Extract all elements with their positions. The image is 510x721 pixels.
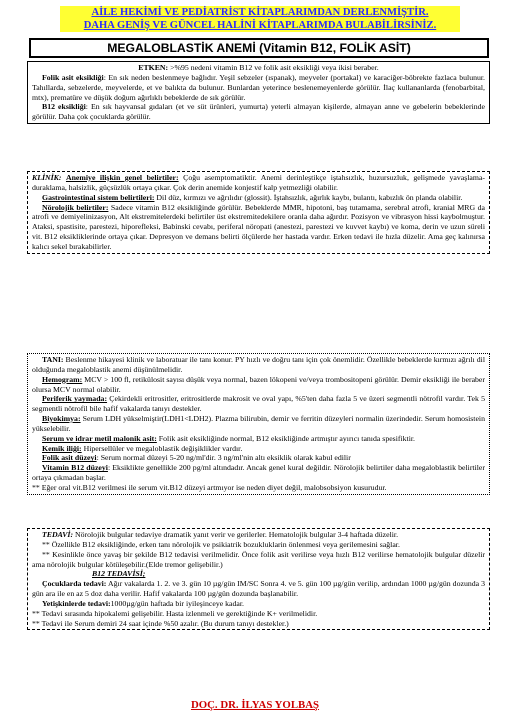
hemogram-label: Hemogram: xyxy=(42,374,83,384)
klinik-label: KLİNİK: xyxy=(32,173,62,182)
tani-text: Beslenme hikayesi klinik ve laboratuar ile tanı konur. PY hızlı ve doğru tanı için çok önemlidir. Özellikle bebeklerde kırmızı ağrılı dil olduğunda megaloblastik anemi düşünülmelidir. xyxy=(32,355,485,374)
folik-duzeyi-label: Folik asit düzeyi xyxy=(42,453,97,463)
banner-line-1: AİLE HEKİMİ VE PEDİATRİST KİTAPLARIMDAN DERLENMİŞTİR. xyxy=(91,7,429,18)
hemogram-text: MCV > 100 fl, retikülosit sayısı düşük veya normal, bazen lökopeni ve/veya trombositopeni görülür. Demir eksikliği ile beraber olursa MCV normal olabilir. xyxy=(32,374,485,394)
periferik-text: Çekirdekli eritrositler, eritrositlerde makrosit ve oval yapı, %5'ten daha fazla 5 ve üzeri segmentli nötrofil vardır. Tek 5 segmentli nötrofil bile hafif vakalarda tanıyı destekler. xyxy=(32,394,485,414)
etken-section xyxy=(27,61,490,124)
tani-section xyxy=(27,353,490,495)
tedavi-note-3: ** Tedavi sırasında hipokalemi gelişebilir. Hasta izlenmeli ve gerektiğinde K+ verilmelidir. xyxy=(32,608,318,618)
cocuk-tedavi-label: Çocuklarda tedavi: xyxy=(42,579,107,589)
page-title: MEGALOBLASTİK ANEMİ (Vitamin B12, FOLİK ASİT) xyxy=(29,38,489,58)
tedavi-note-2: ** Kesinlikle önce yavaş bir şekilde B12 tedavisi verilmelidir. Önce folik asit verilirse veya hızlı B12 verilirse hematolojik bulgular düzelir ama nörolojik bulgular kötüleşebilir.(Elde tremor gelişebilir.) xyxy=(32,549,485,569)
folik-eksikligi-label: Folik asit eksikliği xyxy=(42,72,104,82)
vitb12-duzeyi-label: Vitamin B12 düzeyi xyxy=(42,463,108,473)
gis-label: Gastrointestinal sistem belirtileri: xyxy=(42,192,155,202)
genel-belirtiler-label: Anemiye ilişkin genel belirtiler: xyxy=(65,173,179,182)
serum-idrar-text: Folik asit eksikliğinde normal, B12 eksikliğinde artmıştır ayırıcı tanıda spesifiktir. xyxy=(156,433,415,443)
biyokimya-text: Serum LDH yükselmiştir(LDH1<LDH2). Plazma bilirubin, demir ve ferritin düzeyleri normalin üzerindedir. Serum homosistein yükselebilir. xyxy=(32,414,485,433)
norolojik-text: Sadece vitamin B12 eksikliğinde görülür. Bebeklerde MMR, hipotoni, baş tutamama, serebral atrofi, kranial MRG da atrofi ve demiyelinizasyon, Alt ekstremitelerdeki belirtiler üst ekstremitedekilere oranla daha ağırdır. Pozisyon ve vibrasyon hissi kaybolmuştur. Ataksi, spastisite, parestezi, hiporefleksi, Babinski cevabı, periferal nöropati (anestezi, parestezi ve kuvvet kaybı) ve koma, derin ve uzun süreli vit. B12 eksikliklerinde ortaya çıkar. Depresyon ve demans belirti ölçülerde her hastada vardır. Erken tedavi ile hızla düzelir. Ama geç kalınırsa kalıcı sekel bırakabilirler. xyxy=(32,202,485,251)
banner-line-2: DAHA GENİŞ VE GÜNCEL HALİNİ KİTAPLARIMDA BULABİLİRSİNİZ. xyxy=(83,20,437,31)
etken-text: >%95 nedeni vitamin B12 ve folik asit eksikliği veya ikisi beraber. xyxy=(168,63,379,72)
tedavi-note-4: ** Tedavi ile Serum demiri 24 saat içinde %50 azalır. (Bu durum tanıyı destekler.) xyxy=(32,618,289,628)
b12-eksikligi-text: : En sık hayvansal gıdaları (et ve süt ürünleri, yumurta) yeterli almayan kişilerde, almayan anne ve gebelerin bebeklerinde görülür. Daha çok çocuklarda görülür. xyxy=(32,102,485,122)
yetiskin-tedavi-text: 1000µg/gün haftada bir iyileşinceye kadar. xyxy=(110,598,244,608)
folik-eksikligi-text: : En sık neden beslenmeye bağlıdır. Yeşil sebzeler (ıspanak), meyveler (portakal) ve karaciğer-böbrekte fazlaca bulunur. Tahıllarda, sebzelerde, meyvelerde, et ve balıkta da bulunur. Bunlardan yeterince beslenemeyenlerde görülür. İlaç kullananlarda (fenobarbital, mtx), prematüre ve düşük doğum ağırlıklı bebeklerde de sık görülür. xyxy=(32,72,486,102)
gis-text: Dil düz, kırmızı ve ağrılıdır (glossit). İştahsızlık, ağırlık kaybı, bulantı, kabızlık ön planda olabilir. xyxy=(154,192,463,202)
b12-eksikligi-label: B12 eksikliği xyxy=(42,102,86,112)
cocuk-tedavi-text: Ağır vakalarda 1. 2. ve 3. gün 10 µg/gün IM/SC Sonra 4. ve 5. gün 100 µg/gün verilip, ardından 1000 µg/gün dozunda 3 gün ara ile en az 5 doz daha verilir. Hafif vakalarda 100 µg/gün dozunda başlanabilir. xyxy=(32,579,485,599)
tani-note: ** Eğer oral vit.B12 verilmesi ile serum vit.B12 düzeyi artmıyor ise neden diyet değil, malobsobsiyon kusurudur. xyxy=(32,482,387,492)
vitb12-duzeyi-text: : Eksiklikte genellikle 200 pg/ml altındadır. Ancak genel kural değildir. Nörolojik belirtiler daha megaloblastik belirtiler ortaya çıkmadan başlar. xyxy=(32,463,485,483)
author-name: DOÇ. DR. İLYAS YOLBAŞ xyxy=(190,699,320,711)
serum-idrar-label: Serum ve idrar metil malonik asit: xyxy=(42,433,157,443)
etken-label: ETKEN: xyxy=(138,63,169,72)
kemik-iligi-text: Hipersellüler ve megaloblastik değişiklikler vardır. xyxy=(81,443,243,453)
norolojik-label: Nörolojik belirtiler: xyxy=(42,202,109,212)
kemik-iligi-label: Kemik iliği: xyxy=(42,443,82,453)
biyokimya-label: Biyokimya: xyxy=(42,414,81,424)
header-banner xyxy=(60,6,460,32)
tedavi-section xyxy=(27,528,490,630)
folik-duzeyi-text: : Serum normal düzeyi 5-20 ng/ml'dir. 3 ng/ml'nin altı eksiklik olarak kabul edilir xyxy=(96,453,351,463)
periferik-label: Periferik yaymada: xyxy=(42,394,108,404)
tedavi-text: Nörolojik bulgular tedaviye dramatik yanıt verir ve gerilerler. Hematolojik bulgular 3-4 haftada düzelir. xyxy=(73,530,399,539)
tedavi-note-1: ** Özellikle B12 eksikliğinde, erken tanı nörolojik ve psikiatrik bozukluklarin önlenmesi veya gerilemesini sağlar. xyxy=(42,539,400,549)
b12-tedavisi-label: B12 TEDAVİSİ; xyxy=(92,569,146,579)
tedavi-label: TEDAVİ: xyxy=(42,530,74,539)
tani-label: TANI: xyxy=(42,355,64,364)
yetiskin-tedavi-label: Yetişkinlerde tedavi: xyxy=(42,598,111,608)
genel-belirtiler-text: Çoğu asemptomatiktir. Anemi derinleştikçe iştahsızlık, huzursuzluk, gelişmede yavaşlama-duraklama, halsizlik, güçsüzlük ortaya çıkar. Çok derin anemide konjestif kalp yetmezliği olabilir. xyxy=(32,173,485,192)
klinik-section xyxy=(27,171,490,254)
